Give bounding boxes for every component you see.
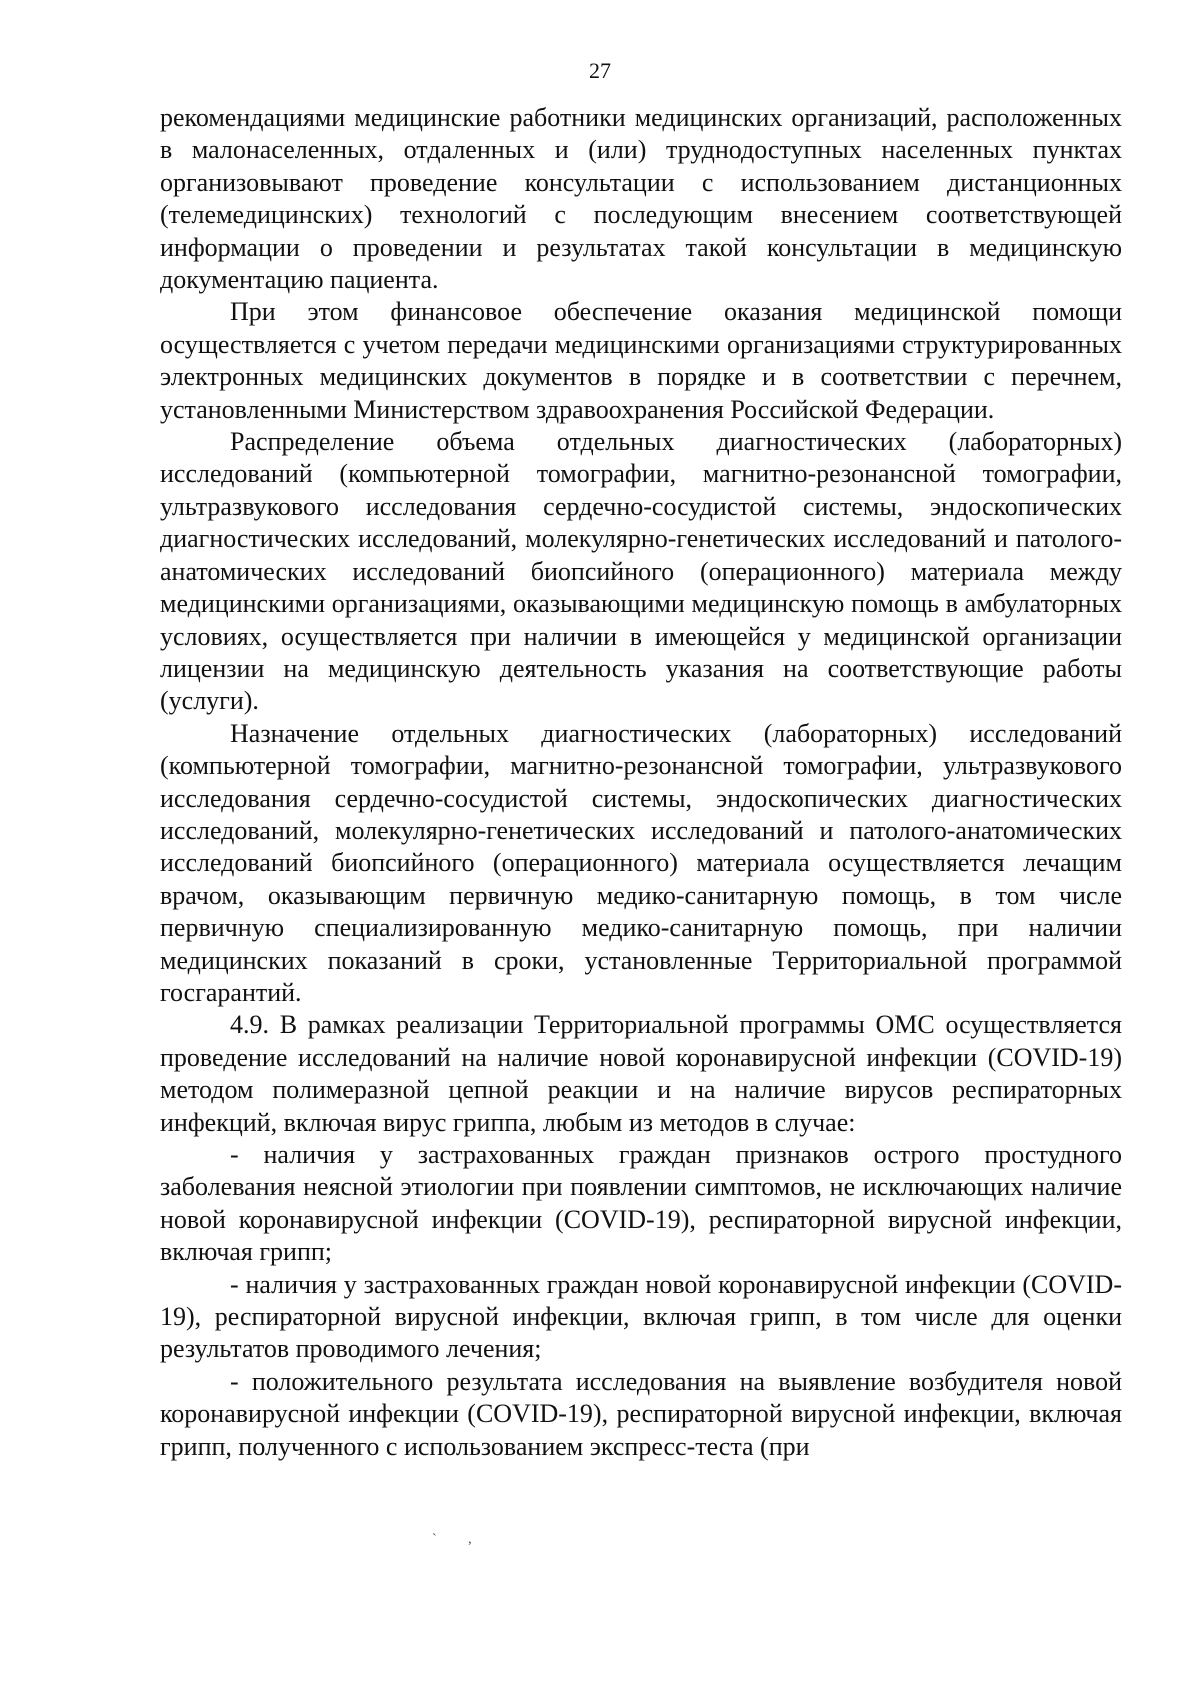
paragraph-distribution: Распределение объема отдельных диагностических (лабораторных) исследований (компьютерной томографии, магнитно-резонансной томографии, ультразвукового исследования сердечно-сосудистой системы, эндоскопических диагностических исследований, молекулярно-генетических исследований и патолого-анатомических исследований биопсийного (операционного) материала между медицинскими организациями, оказывающими медицинскую помощь в амбулаторных условиях, осуществляется при наличии в имеющейся у медицинской организации лицензии на медицинскую деятельность указания на соответствующие работы (услуги). bbox=[160, 427, 1122, 716]
paragraph-prescription: Назначение отдельных диагностических (лабораторных) исследований (компьютерной томографии, магнитно-резонансной томографии, ультразвукового исследования сердечно-сосудистой системы, эндоскопических диагностических исследований, молекулярно-генетических исследований и патолого-анатомических исследований биопсийного (операционного) материала осуществляется лечащим врачом, оказывающим первичную медико-санитарную помощь, в том числе первичную специализированную медико-санитарную помощь, при наличии медицинских показаний в сроки, установленные Территориальной программой госгарантий. bbox=[160, 718, 1122, 1007]
list-item-positive-result: - положительного результата исследования на выявление возбудителя новой коронавирусной инфекции (COVID-19), респираторной вирусной инфекции, включая грипп, полученного с использованием экспресс-теста (при bbox=[160, 1366, 1122, 1461]
paragraph-section-4-9: 4.9. В рамках реализации Территориальной программы ОМС осуществляется проведение исследований на наличие новой коронавирусной инфекции (COVID-19) методом полимеразной цепной реакции и на наличие вирусов респираторных инфекций, включая вирус гриппа, любым из методов в случае: bbox=[160, 1010, 1122, 1137]
list-item-symptoms: - наличия у застрахованных граждан признаков острого простудного заболевания неясной этиологии при появлении симптомов, не исключающих наличие новой коронавирусной инфекции (COVID-19), респираторной вирусной инфекции, включая грипп; bbox=[160, 1140, 1122, 1267]
paragraph-financing: При этом финансовое обеспечение оказания медицинской помощи осуществляется с учетом передачи медицинскими организациями структурированных электронных медицинских документов в порядке и в соответствии с перечнем, установленными Министерством здравоохранения Российской Федерации. bbox=[160, 297, 1122, 424]
page-number: 27 bbox=[589, 58, 611, 83]
list-item-infection: - наличия у застрахованных граждан новой коронавирусной инфекции (COVID-19), респираторной вирусной инфекции, включая грипп, в том числе для оценки результатов проводимого лечения; bbox=[160, 1269, 1122, 1364]
paragraph-continuation: рекомендациями медицинские работники медицинских организаций, расположенных в малонаселенных, отдаленных и (или) труднодоступных населенных пунктах организовывают проведение консультации с использованием дистанционных (телемедицинских) технологий с последующим внесением соответствующей информации о проведении и результатах такой консультации в медицинскую документацию пациента. bbox=[160, 103, 1122, 295]
document-body bbox=[160, 102, 1122, 1463]
scan-artifact: ` , bbox=[432, 1532, 486, 1547]
